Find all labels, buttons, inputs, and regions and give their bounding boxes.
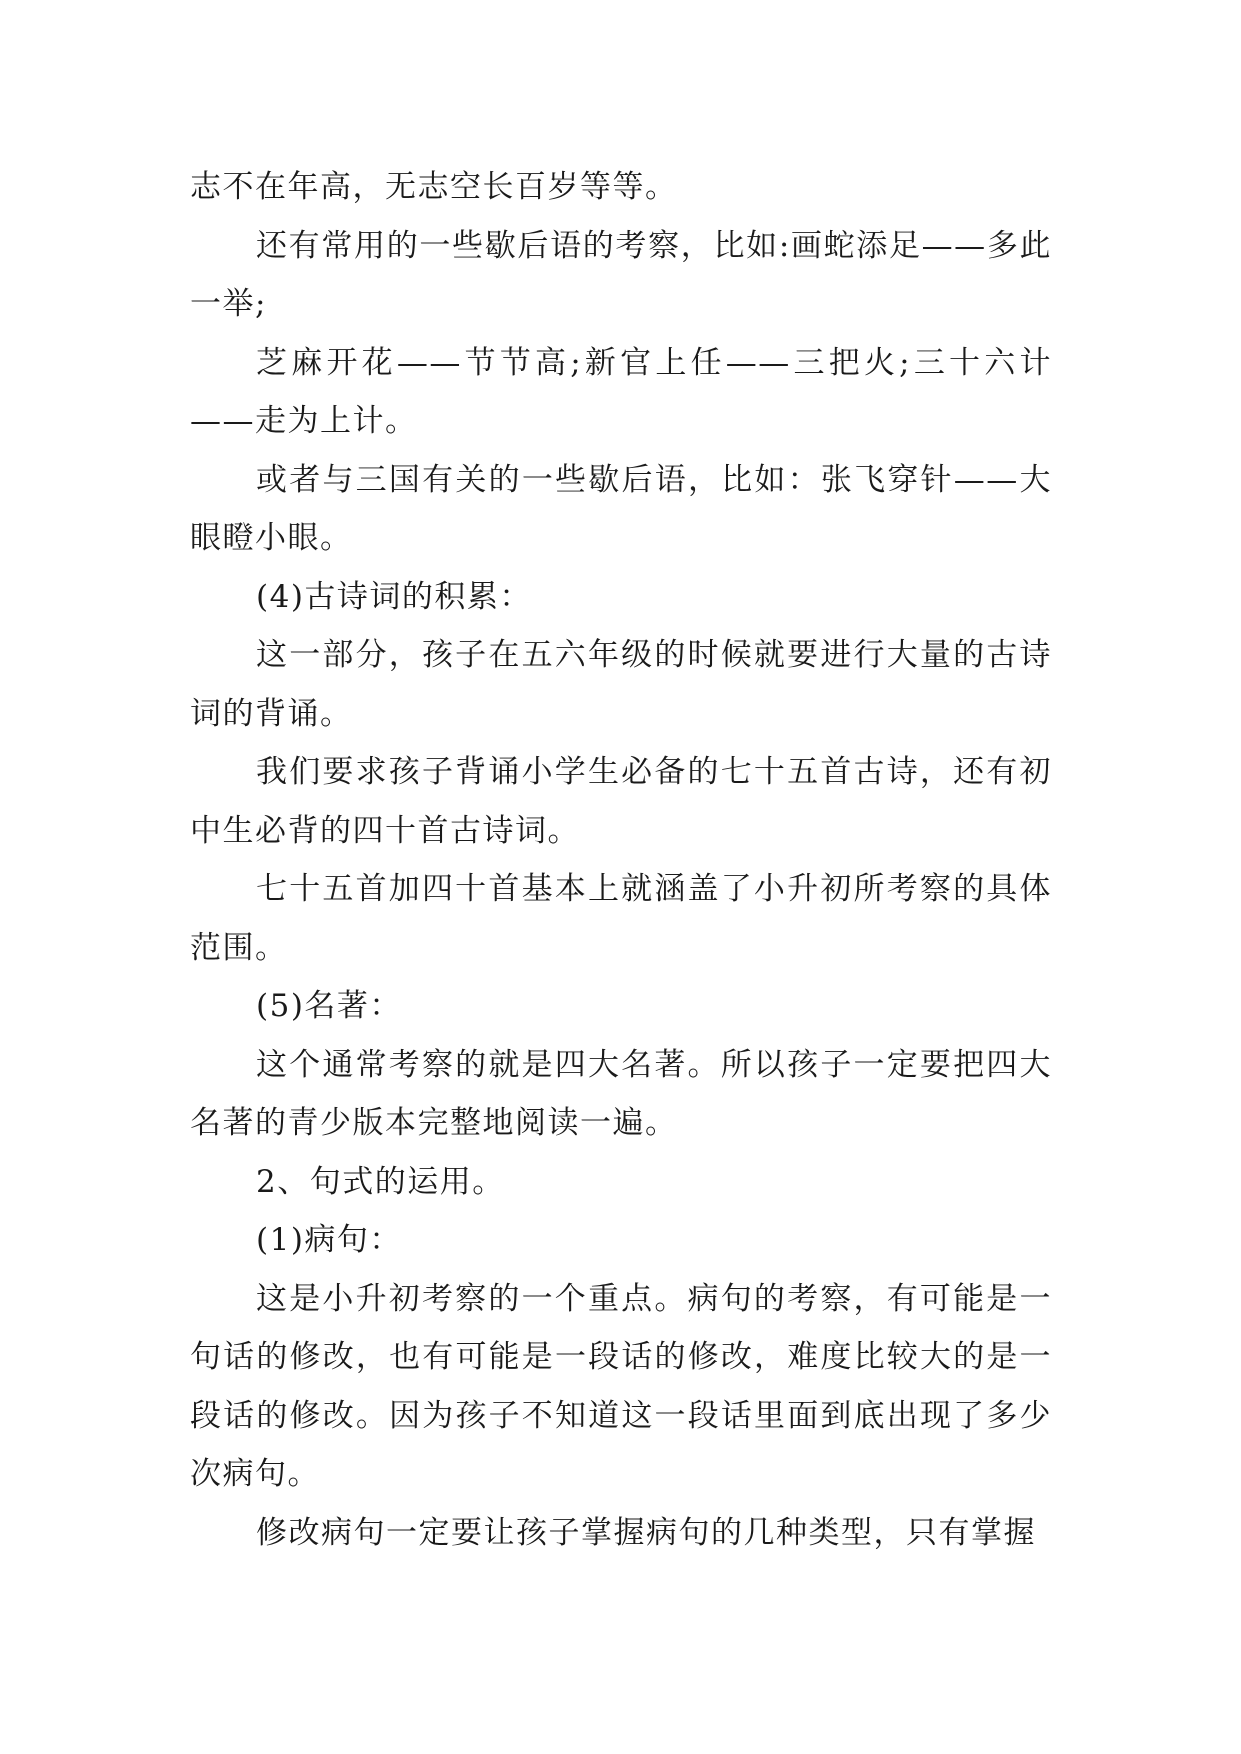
paragraph-faulty-sentence-types: 修改病句一定要让孩子掌握病句的几种类型，只有掌握 bbox=[256, 1514, 1036, 1551]
paragraph-poetry-recitation: 这一部分，孩子在五六年级的时候就要进行大量的古诗词的背诵。 bbox=[190, 637, 1052, 732]
paragraph-xiehouyu-examples: 芝麻开花——节节高;新官上任——三把火;三十六计——走为上计。 bbox=[190, 344, 1052, 439]
heading-faulty-sentences: (1)病句： bbox=[256, 1222, 402, 1258]
heading-sentence-usage: 2、句式的运用。 bbox=[256, 1163, 505, 1200]
document-body bbox=[190, 158, 1052, 1562]
paragraph-four-classics: 这个通常考察的就是四大名著。所以孩子一定要把四大名著的青少版本完整地阅读一遍。 bbox=[190, 1046, 1052, 1141]
paragraph-continuation: 志不在年高，无志空长百岁等等。 bbox=[190, 169, 678, 205]
paragraph-xiehouyu-intro: 还有常用的一些歇后语的考察，比如:画蛇添足——多此一举; bbox=[190, 227, 1052, 322]
paragraph-poetry-scope: 七十五首加四十首基本上就涵盖了小升初所考察的具体范围。 bbox=[190, 871, 1052, 966]
paragraph-three-kingdoms: 或者与三国有关的一些歇后语，比如：张飞穿针——大眼瞪小眼。 bbox=[190, 461, 1052, 556]
heading-ancient-poetry: (4)古诗词的积累： bbox=[256, 578, 532, 615]
paragraph-poetry-requirement: 我们要求孩子背诵小学生必备的七十五首古诗，还有初中生必背的四十首古诗词。 bbox=[190, 754, 1052, 849]
heading-classics: (5)名著： bbox=[256, 988, 402, 1024]
paragraph-faulty-sentence-focus: 这是小升初考察的一个重点。病句的考察，有可能是一句话的修改，也有可能是一段话的修改，难度比较大的是一段话的修改。因为孩子不知道这一段话里面到底出现了多少次病句。 bbox=[190, 1280, 1052, 1492]
